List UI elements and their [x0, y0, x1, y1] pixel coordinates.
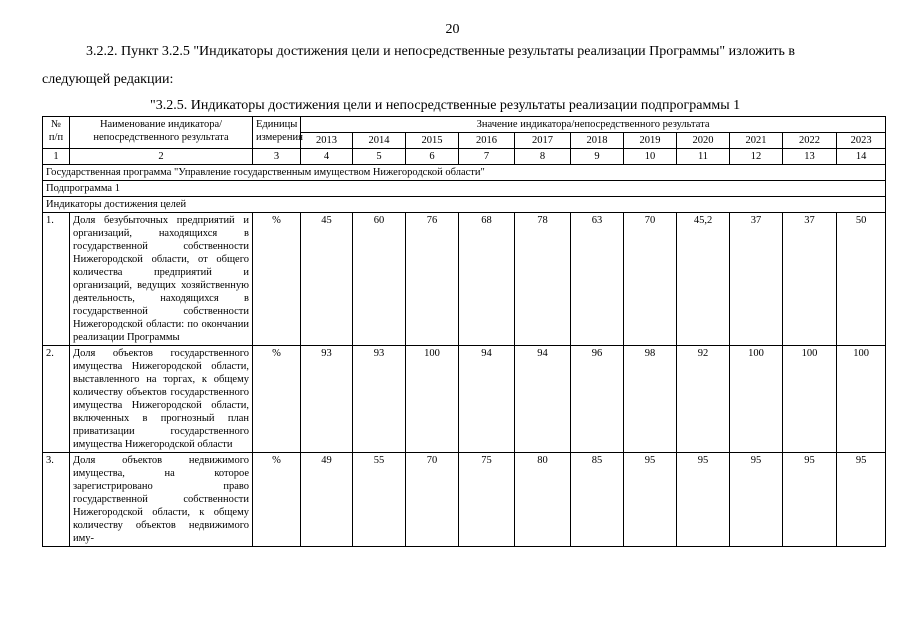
indicator-value: 100: [837, 346, 886, 453]
indicator-value: 100: [406, 346, 459, 453]
intro-paragraph-continued: следующей редакции:: [42, 72, 174, 87]
indicator-value: 78: [515, 213, 571, 346]
indicator-value: 93: [301, 346, 353, 453]
indicator-value: 80: [515, 453, 571, 547]
indicator-value: 85: [571, 453, 624, 547]
intro-paragraph: 3.2.2. Пункт 3.2.5 "Индикаторы достижения цели и непосредственные результаты реализации Программы" изложить в: [86, 44, 796, 59]
unit: %: [253, 213, 301, 346]
indicator-value: 96: [571, 346, 624, 453]
header-values: Значение индикатора/непосредственного результата: [301, 117, 886, 133]
header-year: 2014: [353, 133, 406, 149]
indicator-value: 68: [459, 213, 515, 346]
header-year: 2020: [677, 133, 730, 149]
indicator-value: 76: [406, 213, 459, 346]
subprogram-row: Подпрограмма 1: [43, 181, 886, 197]
indicators-table: [42, 116, 886, 547]
indicator-value: 95: [677, 453, 730, 547]
row-number: 1.: [43, 213, 70, 346]
indicator-value: 60: [353, 213, 406, 346]
indicator-value: 70: [406, 453, 459, 547]
table-row: [43, 453, 886, 547]
column-number: 2: [70, 149, 253, 165]
indicator-value: 49: [301, 453, 353, 547]
indicator-value: 37: [730, 213, 783, 346]
indicator-value: 94: [459, 346, 515, 453]
header-year: 2017: [515, 133, 571, 149]
unit: %: [253, 453, 301, 547]
program-row: Государственная программа "Управление государственным имуществом Нижегородской области": [43, 165, 886, 181]
header-year: 2018: [571, 133, 624, 149]
header-year: 2022: [783, 133, 837, 149]
indicator-value: 37: [783, 213, 837, 346]
column-number: 13: [783, 149, 837, 165]
column-number: 12: [730, 149, 783, 165]
indicator-value: 92: [677, 346, 730, 453]
indicator-value: 98: [624, 346, 677, 453]
column-number: 10: [624, 149, 677, 165]
table-row: [43, 213, 886, 346]
indicator-value: 70: [624, 213, 677, 346]
table-row: [43, 346, 886, 453]
page-number: 20: [445, 22, 460, 37]
row-number: 3.: [43, 453, 70, 547]
header-year: 2021: [730, 133, 783, 149]
header-num: № п/п: [43, 117, 70, 149]
indicator-value: 75: [459, 453, 515, 547]
indicator-value: 45: [301, 213, 353, 346]
header-year: 2013: [301, 133, 353, 149]
indicator-value: 55: [353, 453, 406, 547]
column-number: 6: [406, 149, 459, 165]
column-number: 14: [837, 149, 886, 165]
header-unit: Единицы измерения: [253, 117, 301, 149]
indicator-value: 95: [730, 453, 783, 547]
indicator-name: Доля объектов недвижимого имущества, на которое зарегистрировано право государственной собственности Нижегородской области, к общему количеству объектов недвижимого иму-: [70, 453, 253, 547]
indicator-value: 45,2: [677, 213, 730, 346]
unit: %: [253, 346, 301, 453]
column-number: 5: [353, 149, 406, 165]
header-year: 2023: [837, 133, 886, 149]
column-number: 7: [459, 149, 515, 165]
header-year: 2019: [624, 133, 677, 149]
indicator-value: 100: [730, 346, 783, 453]
indicator-value: 93: [353, 346, 406, 453]
column-number: 1: [43, 149, 70, 165]
indicator-value: 63: [571, 213, 624, 346]
header-year: 2016: [459, 133, 515, 149]
indicator-value: 95: [624, 453, 677, 547]
indicator-value: 94: [515, 346, 571, 453]
column-number: 11: [677, 149, 730, 165]
header-name: Наименование индикатора/непосредственного результата: [70, 117, 253, 149]
indicator-value: 50: [837, 213, 886, 346]
row-number: 2.: [43, 346, 70, 453]
table-title: "3.2.5. Индикаторы достижения цели и непосредственные результаты реализации подпрограммы 1: [150, 98, 741, 113]
indicator-value: 95: [837, 453, 886, 547]
column-number: 8: [515, 149, 571, 165]
column-number: 4: [301, 149, 353, 165]
indicator-value: 100: [783, 346, 837, 453]
column-number: 3: [253, 149, 301, 165]
indicator-name: Доля безубыточных предприятий и организаций, находящихся в государственной собственности Нижегородской области, от общего количества предприятий и организаций, ведущих хозяйственную деятельность, находящихся в государственной собственности Нижегородской области: по окончании реализации Программы: [70, 213, 253, 346]
indicators-row: Индикаторы достижения целей: [43, 197, 886, 213]
indicator-value: 95: [783, 453, 837, 547]
header-year: 2015: [406, 133, 459, 149]
indicator-name: Доля объектов государственного имущества Нижегородской области, выставленного на торгах, к общему количеству объектов государственного имущества Нижегородской области, включенных в прогнозный план приватизации государственного имущества Нижегородской области: [70, 346, 253, 453]
column-number: 9: [571, 149, 624, 165]
